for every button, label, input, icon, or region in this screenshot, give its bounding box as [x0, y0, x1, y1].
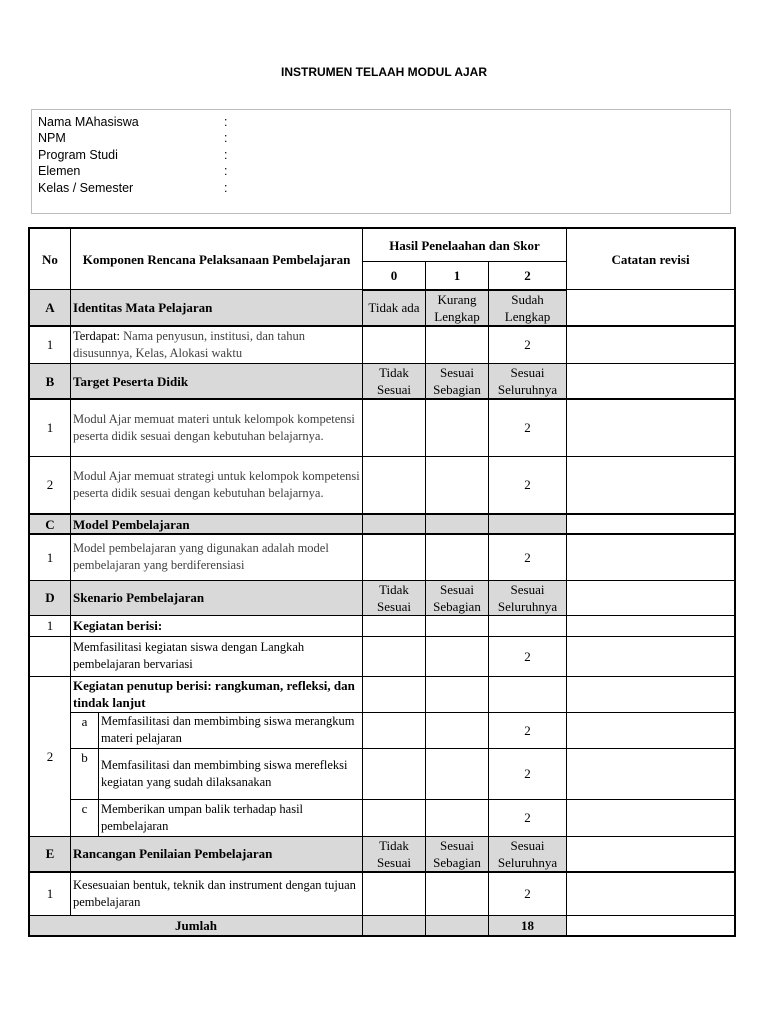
section-title: Model Pembelajaran [71, 514, 363, 534]
item-no: 1 [30, 534, 71, 580]
score-2-cell: 2 [489, 712, 567, 748]
notes-cell [567, 799, 735, 836]
table-row [30, 676, 735, 712]
score-0-cell [363, 615, 426, 636]
header-score-1: 1 [426, 262, 489, 290]
info-colon: : [224, 181, 228, 195]
section-title: Target Peserta Didik [71, 364, 363, 400]
notes-cell [567, 326, 735, 364]
total-row [30, 916, 735, 936]
score-2-cell: 2 [489, 636, 567, 676]
info-colon: : [224, 131, 228, 145]
table-row [30, 534, 735, 580]
section-row-a [30, 290, 735, 326]
option-1: Sesuai Sebagian [426, 580, 489, 615]
score-0-cell [363, 799, 426, 836]
item-text: Modul Ajar memuat strategi untuk kelompok kompetensi peserta didik sesuai dengan kebutuhan belajarnya. [71, 456, 363, 514]
sub-text: Memfasilitasi dan membimbing siswa merangkum materi pelajaran [99, 712, 363, 748]
notes-cell [567, 836, 735, 872]
score-1-cell [426, 872, 489, 916]
sub-letter: a [71, 712, 99, 748]
info-label-element: Elemen [38, 164, 81, 178]
sub-text: Memfasilitasi dan membimbing siswa merefleksi kegiatan yang sudah dilaksanakan [99, 748, 363, 799]
option-2: Sudah Lengkap [489, 290, 567, 326]
score-1-cell [426, 399, 489, 456]
item-no: 2 [30, 456, 71, 514]
notes-cell [567, 748, 735, 799]
score-2-cell: 2 [489, 748, 567, 799]
info-label-name: Nama MAhasiswa [38, 115, 139, 129]
item-description: Nama penyusun, institusi, dan tahun disusunnya, Kelas, Alokasi waktu [73, 328, 306, 360]
table-row [30, 326, 735, 364]
header-score-2: 2 [489, 262, 567, 290]
table-row [30, 456, 735, 514]
score-1-cell [426, 799, 489, 836]
score-2-cell [489, 615, 567, 636]
sub-letter: c [71, 799, 99, 836]
table-row [30, 399, 735, 456]
option-0: Tidak Sesuai [363, 364, 426, 400]
section-code: B [30, 364, 71, 400]
option-1: Sesuai Sebagian [426, 364, 489, 400]
option-0 [363, 514, 426, 534]
score-0-cell [363, 636, 426, 676]
section-row-d [30, 580, 735, 615]
table-row [30, 615, 735, 636]
score-2-cell: 2 [489, 456, 567, 514]
section-title: Identitas Mata Pelajaran [71, 290, 363, 326]
notes-cell [567, 364, 735, 400]
score-2-cell [489, 676, 567, 712]
notes-cell [567, 580, 735, 615]
total-value: 18 [489, 916, 567, 936]
notes-cell [567, 676, 735, 712]
sub-row [30, 748, 735, 799]
notes-cell [567, 636, 735, 676]
item-no: 2 [30, 676, 71, 836]
item-no: 1 [30, 615, 71, 636]
option-2: Sesuai Seluruhnya [489, 580, 567, 615]
section-code: A [30, 290, 71, 326]
info-label-npm: NPM [38, 131, 66, 145]
sub-row [30, 799, 735, 836]
notes-cell [567, 456, 735, 514]
item-text: Memfasilitasi kegiatan siswa dengan Langkah pembelajaran bervariasi [71, 636, 363, 676]
score-0-cell [363, 326, 426, 364]
score-0-cell [363, 916, 426, 936]
item-heading: Kegiatan penutup berisi: rangkuman, refleksi, dan tindak lanjut [71, 676, 363, 712]
header-score-0: 0 [363, 262, 426, 290]
sub-text: Memberikan umpan balik terhadap hasil pembelajaran [99, 799, 363, 836]
review-table [29, 228, 735, 936]
section-code: D [30, 580, 71, 615]
option-0: Tidak Sesuai [363, 836, 426, 872]
notes-cell [567, 712, 735, 748]
item-label: Terdapat: [73, 328, 121, 343]
notes-cell [567, 872, 735, 916]
sub-letter: b [71, 748, 99, 799]
item-no: 1 [30, 399, 71, 456]
score-1-cell [426, 748, 489, 799]
score-0-cell [363, 872, 426, 916]
item-no: 1 [30, 872, 71, 916]
section-title: Skenario Pembelajaran [71, 580, 363, 615]
document-title: INSTRUMEN TELAAH MODUL AJAR [281, 65, 487, 79]
header-component: Komponen Rencana Pelaksanaan Pembelajaran [71, 229, 363, 290]
option-1: Kurang Lengkap [426, 290, 489, 326]
score-1-cell [426, 326, 489, 364]
score-0-cell [363, 456, 426, 514]
section-title: Rancangan Penilaian Pembelajaran [71, 836, 363, 872]
header-no: No [30, 229, 71, 290]
info-label-program: Program Studi [38, 148, 118, 162]
total-label: Jumlah [30, 916, 363, 936]
score-0-cell [363, 748, 426, 799]
option-1 [426, 514, 489, 534]
score-0-cell [363, 399, 426, 456]
item-text [71, 326, 363, 364]
item-text: Modul Ajar memuat materi untuk kelompok kompetensi peserta didik sesuai dengan kebutuhan belajarnya. [71, 399, 363, 456]
score-1-cell [426, 712, 489, 748]
score-1-cell [426, 615, 489, 636]
score-0-cell [363, 676, 426, 712]
notes-cell [567, 615, 735, 636]
info-colon: : [224, 148, 228, 162]
item-text: Model pembelajaran yang digunakan adalah model pembelajaran yang berdiferensiasi [71, 534, 363, 580]
item-no-empty [30, 636, 71, 676]
item-heading: Kegiatan berisi: [71, 615, 363, 636]
info-colon: : [224, 115, 228, 129]
score-1-cell [426, 676, 489, 712]
score-2-cell: 2 [489, 799, 567, 836]
option-1: Sesuai Sebagian [426, 836, 489, 872]
notes-cell [567, 534, 735, 580]
section-row-c [30, 514, 735, 534]
score-2-cell: 2 [489, 534, 567, 580]
sub-row [30, 712, 735, 748]
header-result: Hasil Penelaahan dan Skor [363, 229, 567, 262]
option-2 [489, 514, 567, 534]
section-row-b [30, 364, 735, 400]
score-1-cell [426, 636, 489, 676]
option-0: Tidak Sesuai [363, 580, 426, 615]
score-2-cell: 2 [489, 399, 567, 456]
section-code: E [30, 836, 71, 872]
notes-cell [567, 399, 735, 456]
section-row-e [30, 836, 735, 872]
table-row [30, 636, 735, 676]
item-no: 1 [30, 326, 71, 364]
header-notes: Catatan revisi [567, 229, 735, 290]
score-1-cell [426, 456, 489, 514]
student-info-box [31, 109, 731, 214]
option-2: Sesuai Seluruhnya [489, 364, 567, 400]
score-0-cell [363, 712, 426, 748]
score-2-cell: 2 [489, 872, 567, 916]
option-2: Sesuai Seluruhnya [489, 836, 567, 872]
score-1-cell [426, 534, 489, 580]
table-row [30, 872, 735, 916]
info-label-class: Kelas / Semester [38, 181, 134, 195]
info-colon: : [224, 164, 228, 178]
score-0-cell [363, 534, 426, 580]
notes-cell [567, 290, 735, 326]
section-code: C [30, 514, 71, 534]
option-0: Tidak ada [363, 290, 426, 326]
item-text: Kesesuaian bentuk, teknik dan instrument dengan tujuan pembelajaran [71, 872, 363, 916]
score-2-cell: 2 [489, 326, 567, 364]
score-1-cell [426, 916, 489, 936]
notes-cell [567, 514, 735, 534]
notes-cell [567, 916, 735, 936]
